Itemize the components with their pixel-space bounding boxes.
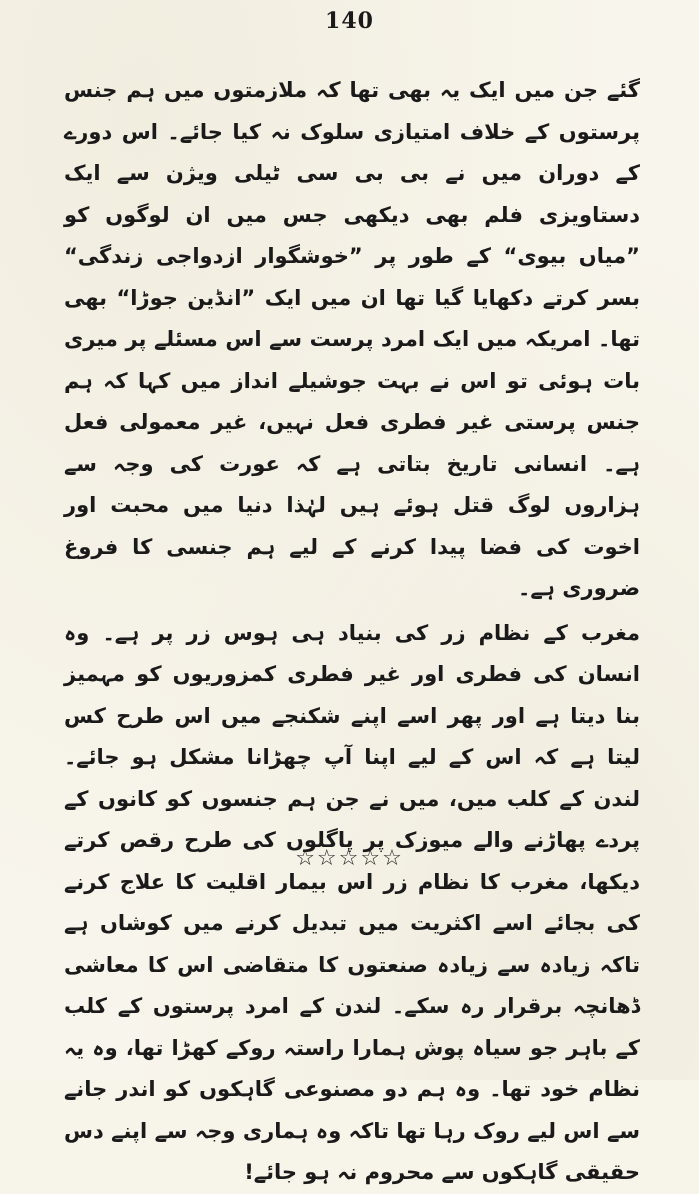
section-separator-stars: ☆☆☆☆☆: [295, 846, 404, 871]
paragraph-1: گئے جن میں ایک یہ بھی تھا کہ ملازمتوں میں ہم جنس پرستوں کے خلاف امتیازی سلوک نہ کیا جائے۔ اس دورے کے دوران میں نے بی بی سی ٹیلی ویژن سے ایک دستاویزی فلم بھی دیکھی جس میں ان لوگوں کو ”میاں بیوی“ کے طور پر ”خوشگوار ازدواجی زندگی“ بسر کرتے دکھایا گیا تھا ان میں ایک ”انڈین جوڑا“ بھی تھا۔ امریکہ میں ایک امرد پرست سے اس مسئلے پر میری بات ہوئی تو اس نے بہت جوشیلے انداز میں کہا کہ ہم جنس پرستی غیر فطری فعل نہیں، غیر معمولی فعل ہے۔ انسانی تاریخ بتاتی ہے کہ عورت کی وجہ سے ہزاروں لوگ قتل ہوئے ہیں لہٰذا دنیا میں محبت اور اخوت کی فضا پیدا کرنے کے لیے ہم جنسی کا فروغ ضروری ہے۔: [64, 78, 640, 600]
paragraph-2: مغرب کے نظام زر کی بنیاد ہی ہوس زر پر ہے۔ وہ انسان کی فطری اور غیر فطری کمزوریوں کو مہمیز بنا دیتا ہے اور پھر اسے اپنے شکنجے میں اس طرح کس لیتا ہے کہ اس کے لیے اپنا آپ چھڑانا مشکل ہو جائے۔ لندن کے کلب میں، میں نے جن ہم جنسوں کو کانوں کے پردے پھاڑنے والے میوزک پر پاگلوں کی طرح رقص کرتے دیکھا، مغرب کا نظام زر اس بیمار اقلیت کا علاج کرنے کی بجائے اسے اکثریت میں تبدیل کرنے میں کوشاں ہے تاکہ زیادہ سے زیادہ صنعتوں کا متقاضی اس کا معاشی ڈھانچہ برقرار رہ سکے۔ لندن کے امرد پرستوں کے کلب کے باہر جو سیاہ پوش ہمارا راستہ روکے کھڑا تھا، وہ یہ نظام خود تھا۔ وہ ہم دو مصنوعی گاہکوں کو اندر جانے سے اس لیے روک رہا تھا تاکہ وہ ہماری وجہ سے اپنے دس حقیقی گاہکوں سے محروم نہ ہو جائے!: [64, 620, 640, 1184]
page-number: 140: [325, 8, 374, 34]
body-text: [64, 70, 640, 1194]
